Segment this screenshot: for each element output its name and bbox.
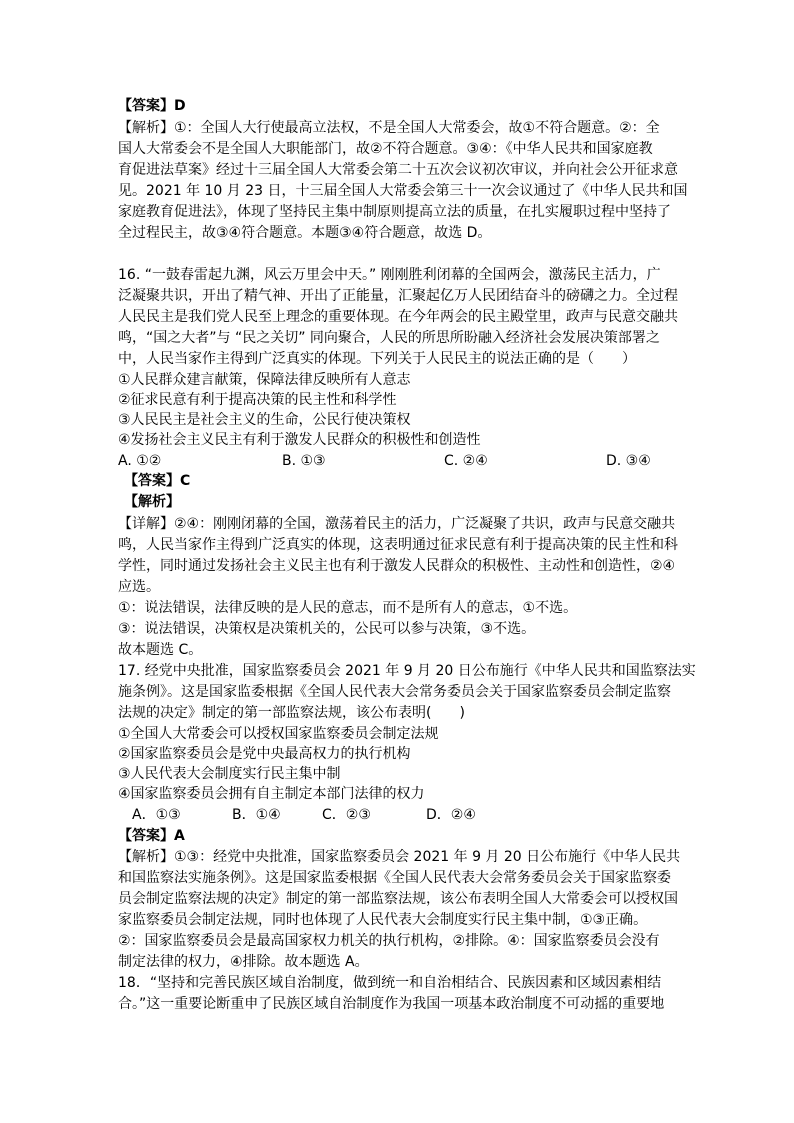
q17-stem-line: 法规的决定》制定的第一部监察法规，该公布表明( ): [118, 705, 465, 721]
q17-analysis-line: 【解析】①③：经党中央批准，国家监察委员会 2021 年 9 月 20 日公布施行《中华人民共: [118, 849, 681, 865]
q16-analysis-label: 【解析】: [124, 494, 180, 510]
q17-statement: ③人民代表大会制度实行民主集中制: [118, 766, 341, 782]
q16-options: [118, 451, 678, 471]
q17-analysis-line: 员会制定监察法规的决定》制定的第一部监察法规，该公布表明全国人大常委会可以授权国: [118, 891, 678, 907]
q17-analysis-line: 和国监察法实施条例》。这是国家监委根据《全国人民代表大会常务委员会关于国家监察委: [118, 870, 671, 886]
q16-stem-line: 泛凝聚共识，开出了精气神、开出了正能量，汇聚起亿万人民团结奋斗的磅礴之力。全过程: [118, 288, 678, 304]
q16-stem-line: 鸣，“国之大者”与 “民之关切” 同向聚合，人民的所思所盼融入经济社会发展决策部署之: [118, 330, 660, 346]
q17-option-c: C．②③: [322, 807, 371, 823]
q17-analysis-line: ②：国家监察委员会是最高国家权力机关的执行机构，②排除。④：国家监察委员会没有: [118, 933, 660, 949]
q17-statement: ④国家监察委员会拥有自主制定本部门法律的权力: [118, 786, 425, 802]
q17-option-a: A．①③: [132, 807, 181, 823]
q17-option-d: D．②④: [426, 807, 476, 823]
q17-stem-line: 17. 经党中央批准，国家监察委员会 2021 年 9 月 20 日公布施行《中华人民共和国监察法实: [118, 663, 696, 679]
q17-options: [132, 805, 692, 825]
q15-answer: 【答案】D: [118, 98, 186, 114]
q16-detail-line: 应选。: [118, 579, 160, 595]
q15-analysis-line: 【解析】①：全国人大行使最高立法权，不是全国人大常委会，故①不符合题意。②：全: [118, 120, 660, 136]
q16-detail-line: 故本题选 C。: [118, 642, 203, 658]
q16-detail-line: ①：说法错误，法律反映的是人民的意志，而不是所有人的意志，①不选。: [118, 600, 578, 616]
q17-answer: 【答案】A: [118, 828, 185, 844]
q16-detail-line: 学性，同时通过发扬社会主义民主也有利于激发人民群众的积极性、主动性和创造性，②④: [118, 558, 676, 574]
q15-analysis-line: 国人大常委会不是全国人大职能部门，故②不符合题意。③④：《中华人民共和国家庭教: [118, 141, 653, 157]
q16-option-b: B. ①③: [282, 453, 326, 469]
q16-statement: ②征求民意有利于提高决策的民主性和科学性: [118, 392, 397, 408]
q17-analysis-line: 制定法律的权力，④排除。故本题选 A。: [118, 954, 369, 970]
q16-option-d: D. ③④: [606, 453, 651, 469]
q17-option-b: B．①④: [232, 807, 281, 823]
q15-analysis-line: 全过程民主，故③④符合题意。本题③④符合题意，故选 D。: [118, 225, 492, 241]
q18-stem-line: 合。”这一重要论断重申了民族区域自治制度作为我国一项基本政治制度不可动摇的重要地: [118, 996, 665, 1012]
q16-stem-line: 16. “一鼓春雷起九渊，风云万里会中天。” 刚刚胜利闭幕的全国两会，激荡民主活力，广: [118, 267, 661, 283]
q16-stem-line: 中，人民当家作主得到广泛真实的体现。下列关于人民民主的说法正确的是（ ）: [118, 351, 636, 367]
q15-analysis-line: 家庭教育促进法》，体现了坚持民主集中制原则提高立法的质量，在扎实履职过程中坚持了: [118, 204, 671, 220]
q16-statement: ③人民民主是社会主义的生命，公民行使决策权: [118, 412, 411, 428]
q18-stem-line: 18．“坚持和完善民族区域自治制度，做到统一和自治相结合、民族因素和区域因素相结: [118, 975, 662, 991]
q17-statement: ①全国人大常委会可以授权国家监察委员会制定法规: [118, 726, 439, 742]
q16-answer: 【答案】C: [124, 473, 191, 489]
q15-analysis-line: 见。2021 年 10 月 23 日，十三届全国人大常委会第三十一次会议通过了《中华人民共和国: [118, 183, 688, 199]
q16-detail-line: 【详解】②④：刚刚闭幕的全国，激荡着民主的活力，广泛凝聚了共识，政声与民意交融共: [118, 516, 676, 532]
q16-option-a: A. ①②: [118, 453, 162, 469]
q17-statement: ②国家监察委员会是党中央最高权力的执行机构: [118, 746, 411, 762]
q16-option-c: C. ②④: [444, 453, 488, 469]
q17-stem-line: 施条例》。这是国家监委根据《全国人民代表大会常务委员会关于国家监察委员会制定监察: [118, 684, 671, 700]
q16-detail-line: ③：说法错误，决策权是决策机关的，公民可以参与决策，③不选。: [118, 621, 536, 637]
q16-statement: ④发扬社会主义民主有利于激发人民群众的积极性和创造性: [118, 432, 481, 448]
q16-statement: ①人民群众建言献策，保障法律反映所有人意志: [118, 372, 411, 388]
q15-analysis-line: 育促进法草案》经过十三届全国人大常委会第二十五次会议初次审议，并向社会公开征求意: [118, 162, 678, 178]
q16-detail-line: 鸣，人民当家作主得到广泛真实的体现，这表明通过征求民意有利于提高决策的民主性和科: [118, 537, 678, 553]
q17-analysis-line: 家监察委员会制定法规，同时也体现了人民代表大会制度实行民主集中制，①③正确。: [118, 912, 648, 928]
q16-stem-line: 人民民主是我们党人民至上理念的重要体现。在今年两会的民主殿堂里，政声与民意交融共: [118, 309, 678, 325]
